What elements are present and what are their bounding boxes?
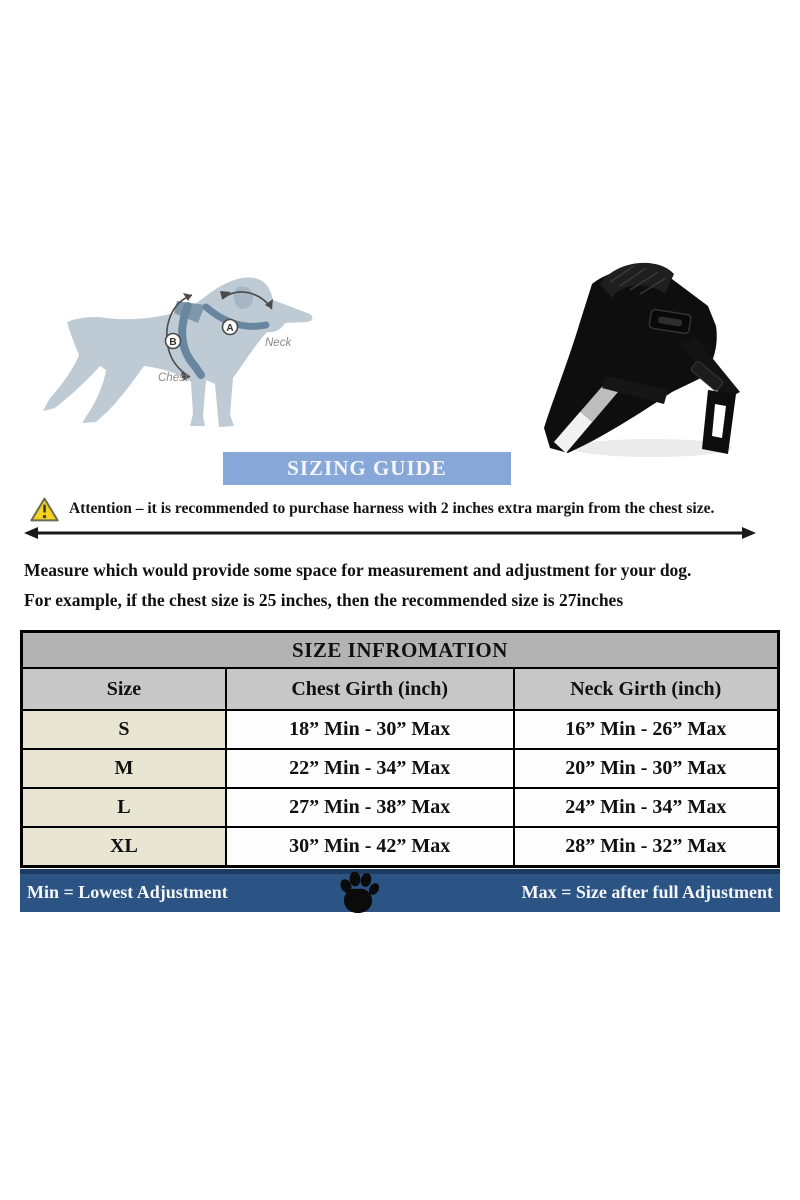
dog-silhouette xyxy=(22,265,334,453)
min-legend: Min = Lowest Adjustment xyxy=(27,882,228,902)
harness-photo xyxy=(522,252,757,462)
col-header-neck: Neck Girth (inch) xyxy=(514,668,779,710)
double-arrow-graphic xyxy=(24,526,756,540)
table-title: SIZE INFROMATION xyxy=(22,632,779,669)
label-b-text: B xyxy=(169,337,177,348)
note-line-1: Measure which would provide some space for measurement and adjustment for your dog. xyxy=(24,560,692,580)
arrow-head-left xyxy=(24,527,38,539)
neck-cell: 16” Min - 26” Max xyxy=(514,710,779,749)
table-row-s xyxy=(22,710,779,749)
table-row-xl xyxy=(22,827,779,867)
neck-cell: 24” Min - 34” Max xyxy=(514,788,779,827)
warning-triangle-icon xyxy=(30,496,59,523)
size-cell: S xyxy=(22,710,226,749)
paw-pad xyxy=(344,889,372,913)
neck-cell: 20” Min - 30” Max xyxy=(514,749,779,788)
attention-text: Attention – it is recommended to purchase harness with 2 inches extra margin from the chest size. xyxy=(69,500,715,517)
warning-exclamation-dot xyxy=(43,514,46,517)
sizing-guide-banner xyxy=(223,452,511,485)
chest-cell: 27” Min - 38” Max xyxy=(226,788,514,827)
size-cell: M xyxy=(22,749,226,788)
size-cell: XL xyxy=(22,827,226,867)
chest-cell: 30” Min - 42” Max xyxy=(226,827,514,867)
neck-cell: 28” Min - 32” Max xyxy=(514,827,779,867)
chest-arc-arrowhead-top xyxy=(183,293,192,301)
paw-toe xyxy=(359,872,372,888)
double-headed-arrow xyxy=(24,526,756,540)
chest-cell: 18” Min - 30” Max xyxy=(226,710,514,749)
warning-exclamation-bar xyxy=(43,504,46,512)
note-line-2: For example, if the chest size is 25 inches, then the recommended size is 27inches xyxy=(24,590,624,610)
neck-label: Neck xyxy=(265,337,292,349)
harness-photo-graphic xyxy=(522,252,757,462)
max-legend: Max = Size after full Adjustment xyxy=(521,882,773,902)
chest-cell: 22” Min - 34” Max xyxy=(226,749,514,788)
attention-row xyxy=(30,494,775,524)
sizing-guide-title: SIZING GUIDE xyxy=(287,456,447,480)
dog-measurement-diagram xyxy=(22,265,334,453)
col-header-size: Size xyxy=(22,668,226,710)
paw-icon-graphic xyxy=(336,871,380,913)
label-a-text: A xyxy=(226,323,234,334)
size-table xyxy=(20,630,780,868)
table-row-l xyxy=(22,788,779,827)
arrow-head-right xyxy=(742,527,756,539)
col-header-chest: Chest Girth (inch) xyxy=(226,668,514,710)
paw-icon xyxy=(336,871,380,913)
size-cell: L xyxy=(22,788,226,827)
table-header-row xyxy=(22,668,779,710)
table-row-m xyxy=(22,749,779,788)
legend-bar xyxy=(20,869,780,912)
table-title-row xyxy=(22,632,779,669)
chest-label: Chest xyxy=(158,372,189,384)
